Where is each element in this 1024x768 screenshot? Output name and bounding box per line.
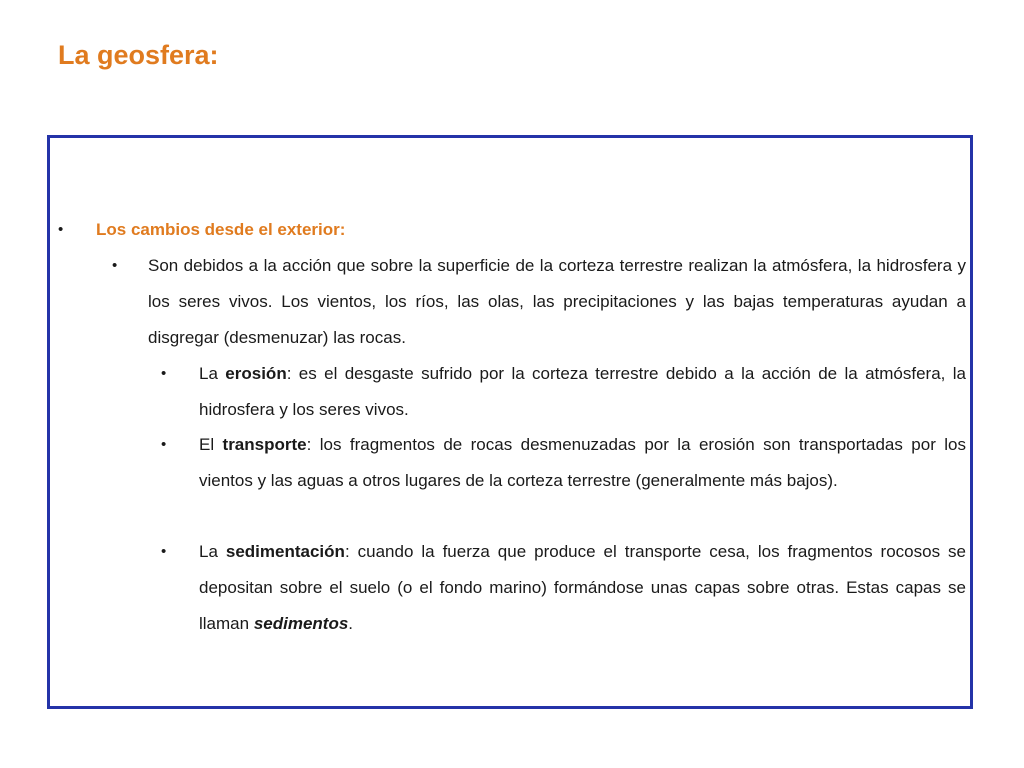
item-emphasis: sedimentos <box>253 614 349 633</box>
bullet-level-3: • <box>161 365 167 382</box>
item-text: : es el desgaste sufrido por la corteza terrestre debido a la acción de la atmósfera, la hidrosfera y los seres vivos. <box>199 364 967 419</box>
item-term: erosión <box>225 364 287 383</box>
item-prefix: La <box>199 364 226 383</box>
item-prefix: La <box>199 542 226 561</box>
item-text: : los fragmentos de rocas desmenuzadas por la erosión son transportadas por los vientos y las aguas a otros lugares de la corteza terrestre (generalmente más bajos). <box>199 435 967 490</box>
item-prefix: El <box>199 435 223 454</box>
item-term: sedimentación <box>225 542 345 561</box>
page-title: La geosfera: <box>58 40 219 70</box>
list-item-erosion <box>199 356 966 428</box>
item-term: transporte <box>222 435 307 454</box>
item-suffix: . <box>348 614 354 633</box>
bullet-level-1: • <box>58 221 64 238</box>
item-text: : cuando la fuerza que produce el transporte cesa, los fragmentos rocosos se depositan sobre el suelo (o el fondo marino) formándose unas capas sobre otras. Estas capas se llaman <box>199 542 967 633</box>
intro-paragraph: Son debidos a la acción que sobre la superficie de la corteza terrestre realizan la atmósfera, la hidrosfera y los seres vivos. Los vientos, los ríos, las olas, las precipitaciones y las bajas temperaturas ayudan a disgregar (desmenuzar) las rocas. <box>148 256 966 347</box>
list-item-transporte <box>199 427 966 499</box>
bullet-level-3: • <box>161 436 167 453</box>
bullet-level-3: • <box>161 543 167 560</box>
section-heading: Los cambios desde el exterior: <box>96 220 346 239</box>
bullet-level-2: • <box>112 257 118 274</box>
list-item-sedimentacion <box>199 534 966 642</box>
